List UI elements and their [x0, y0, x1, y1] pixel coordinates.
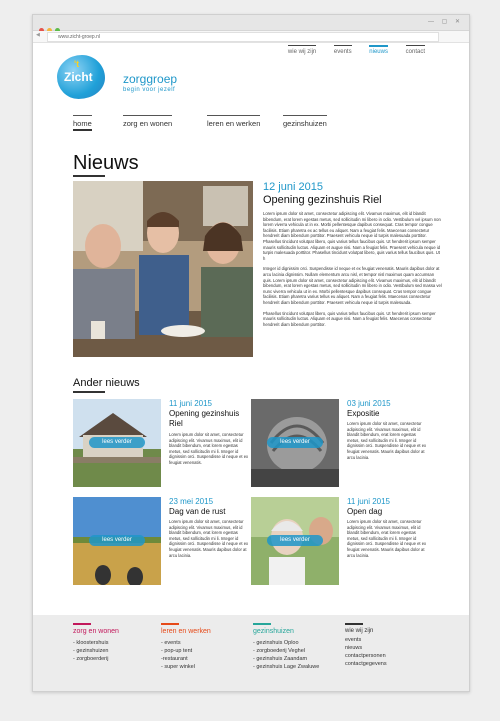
footer-bar — [161, 623, 179, 625]
browser-window — [32, 14, 470, 692]
brand-name: zorggroep — [123, 72, 178, 86]
brand-tagline: begin voor jezelf — [123, 87, 176, 93]
featured-paragraph: Phasellus tincidunt volutpat libero, quis varius tellus faucibus quis. Ut hendrerit ipsum semper mauris sollicitudin luctus. Aliquam et augue nisi. Nam a feugiat felis. Maecenas consectetur hendrerit diam bibendum porttitor. — [263, 310, 436, 327]
news-date: 11 juni 2015 — [169, 399, 212, 408]
footer-link[interactable]: - gezinshuis Zaandam — [253, 655, 308, 662]
news-excerpt: Lorem ipsum dolor sit amet, consectetur adipiscing elit. Vivamus maximus, elit id blandit bibendum, erat lorem egestas metus, sed sollicitudin mi li. Integer id dignissim orci. Suspendisse id neque et ex feugiat venenatis. Mauris dapibus dolor at arcu lacinia. — [169, 519, 249, 558]
topnav-nieuws[interactable]: nieuws — [369, 45, 388, 55]
news-date: 11 juni 2015 — [347, 497, 390, 506]
footer-col-leren-en-werken — [161, 623, 211, 671]
footer-heading[interactable]: wie wij zijn — [345, 627, 374, 634]
news-card — [251, 497, 429, 587]
news-title[interactable]: Opening gezinshuis Riel — [169, 409, 240, 428]
topnav-wie-wij-zijn[interactable]: wie wij zijn — [288, 45, 316, 55]
footer-link[interactable]: contactgegevens — [345, 660, 387, 667]
section-title-ander-nieuws: Ander nieuws — [73, 377, 140, 389]
footer-link[interactable]: nieuws — [345, 644, 363, 651]
site-footer — [33, 615, 469, 691]
read-more-button[interactable]: lees verder — [89, 535, 145, 546]
news-card — [73, 399, 251, 489]
footer-link[interactable]: - gezinshuizen — [73, 647, 109, 654]
featured-paragraph: Integer id dignissim orci. Suspendisse id neque et ex feugiat venenatis. Mauris dapibus dolor at arcu lacinia dignissim. Nullam elementum arcu nisl, et tempor nisl maximus quam accumsan quis. Lorem ipsum dolor sit amet, consectetur adipiscing elit. Vivamus maximus, elit id blandit bibendum, erat lorem egestas metus, sed sollicitudin mi libero in odio. Vestibulum sed massa vel nunc viverra vehicula ut in ex. Morbi pellentesque dapibus consequat. Cras tempor congue facilisis. Etiam pharetra varius tellus eu aliquet. Nam a feugiat felis. Maecenas consectetur hendrerit diam bibendum porttitor. Praesent vehicula neque id turpis malesuada. — [263, 266, 442, 305]
logo-mark-word: Zicht — [64, 70, 93, 84]
footer-link[interactable]: - gezinshuis Lage Zwaluwe — [253, 663, 320, 670]
featured-title[interactable]: Opening gezinshuis Riel — [263, 194, 382, 206]
family-photo-icon — [73, 181, 253, 357]
address-bar — [33, 31, 469, 43]
news-title[interactable]: Dag van de rust — [169, 507, 226, 516]
logo-mark-prefix: 't — [74, 59, 80, 69]
topnav-events[interactable]: events — [334, 45, 352, 55]
news-excerpt: Lorem ipsum dolor sit amet, consectetur adipiscing elit. Vivamus maximus, elit id blandit bibendum, erat lorem egestas metus, sed sollicitudin mi li. Integer id dignissim orci. Suspendisse id neque et ex feugiat venenatis. Mauris dapibus dolor at arcu lacinia. — [347, 421, 427, 460]
footer-col-wie-wij-zijn — [345, 623, 387, 668]
footer-link[interactable]: contactpersonen — [345, 652, 386, 659]
footer-link[interactable]: events — [345, 636, 362, 643]
footer-col-gezinshuizen — [253, 623, 319, 671]
footer-link[interactable]: -restaurant — [161, 655, 188, 662]
footer-heading[interactable]: gezinshuizen — [253, 627, 294, 635]
footer-heading[interactable]: zorg en wonen — [73, 627, 119, 635]
top-nav — [272, 45, 425, 55]
footer-link[interactable]: - super winkel — [161, 663, 195, 670]
footer-link[interactable]: - pop-up tent — [161, 647, 193, 654]
news-thumbnail[interactable] — [251, 399, 339, 487]
news-title[interactable]: Expositie — [347, 409, 380, 418]
news-thumbnail[interactable] — [73, 399, 161, 487]
footer-heading[interactable]: leren en werken — [161, 627, 211, 635]
footer-link[interactable]: - zorgboederij Veghel — [253, 647, 305, 654]
footer-bar — [253, 623, 271, 625]
news-date: 03 juni 2015 — [347, 399, 391, 408]
news-excerpt: Lorem ipsum dolor sit amet, consectetur adipiscing elit. Vivamus maximus, elit id blandit bibendum, erat lorem egestas metus, sed sollicitudin mi li. Integer id dignissim orci. Suspendisse id neque et ex feugiat venenatis. Mauris dapibus dolor at arcu lacinia. — [347, 519, 427, 558]
mainnav-leren-en-werken[interactable]: leren en werken — [207, 115, 260, 128]
section-underline — [73, 391, 105, 393]
read-more-button[interactable]: lees verder — [267, 535, 323, 546]
window-controls-icon[interactable]: — ▢ ✕ — [427, 19, 463, 25]
news-thumbnail[interactable] — [251, 497, 339, 585]
mainnav-zorg-en-wonen[interactable]: zorg en wonen — [123, 115, 172, 128]
url-field[interactable]: www.zicht-groep.nl — [47, 32, 439, 42]
footer-bar — [345, 623, 363, 625]
news-title[interactable]: Open dag — [347, 507, 383, 516]
title-bar — [33, 15, 469, 31]
footer-link[interactable]: - kloostershuis — [73, 639, 109, 646]
footer-bar — [73, 623, 91, 625]
mainnav-home[interactable]: home — [73, 115, 92, 131]
footer-link[interactable]: - events — [161, 639, 181, 646]
back-arrow-icon[interactable]: ◀ — [36, 32, 40, 38]
footer-link[interactable]: - zorgboerderij — [73, 655, 109, 662]
news-card — [251, 399, 429, 489]
featured-photo[interactable] — [73, 181, 253, 357]
featured-date: 12 juni 2015 — [263, 181, 323, 193]
news-date: 23 mei 2015 — [169, 497, 214, 506]
news-thumbnail[interactable] — [73, 497, 161, 585]
page-title: Nieuws — [73, 152, 139, 174]
footer-link[interactable]: - gezinshuis Oploo — [253, 639, 299, 646]
news-excerpt: Lorem ipsum dolor sit amet, consectetur adipiscing elit. Vivamus maximus, elit id blandit bibendum, erat lorem egestas metus, sed sollicitudin mi li. Integer id dignissim orci. Suspendisse id neque et ex feugiat venenatis. — [169, 432, 249, 465]
featured-paragraph: Lorem ipsum dolor sit amet, consectetur adipiscing elit. Vivamus maximus, elit id blandit bibendum, erat lorem egestas metus, sed sollicitudin mi libero in odio. Vestibulum vel ipsum non lorem viverra vehicula ut in ex. Morbi pellentesque dapibus consequat. Cras tempor congue facilisis. Etiam pharetra ex ac tellus eu aliquet. Nam a feugiat felis. Maecenas consectetur hendrerit diam bibendum porttitor. Praesent vehicula neque id turpis malesuada porttitor. Phasellus tincidunt volutpat libero, quis varius tellus faucibus quis. Ut hendrerit ipsum semper mauris sollicitudin luctus. Aliquam et augue nisi. Nam a feugiat felis. Praesent vehicula neque id turpis malesuada porttitor. Phasellus tincidunt volutpat libero, quis varius tellus faucibus quis. Ut h — [263, 211, 441, 261]
featured-body — [263, 211, 443, 332]
read-more-button[interactable]: lees verder — [267, 437, 323, 448]
footer-col-zorg-en-wonen — [73, 623, 119, 663]
news-card — [73, 497, 251, 587]
topnav-contact[interactable]: contact — [406, 45, 425, 55]
mainnav-gezinshuizen[interactable]: gezinshuizen — [283, 115, 327, 128]
title-underline — [73, 175, 105, 177]
read-more-button[interactable]: lees verder — [89, 437, 145, 448]
